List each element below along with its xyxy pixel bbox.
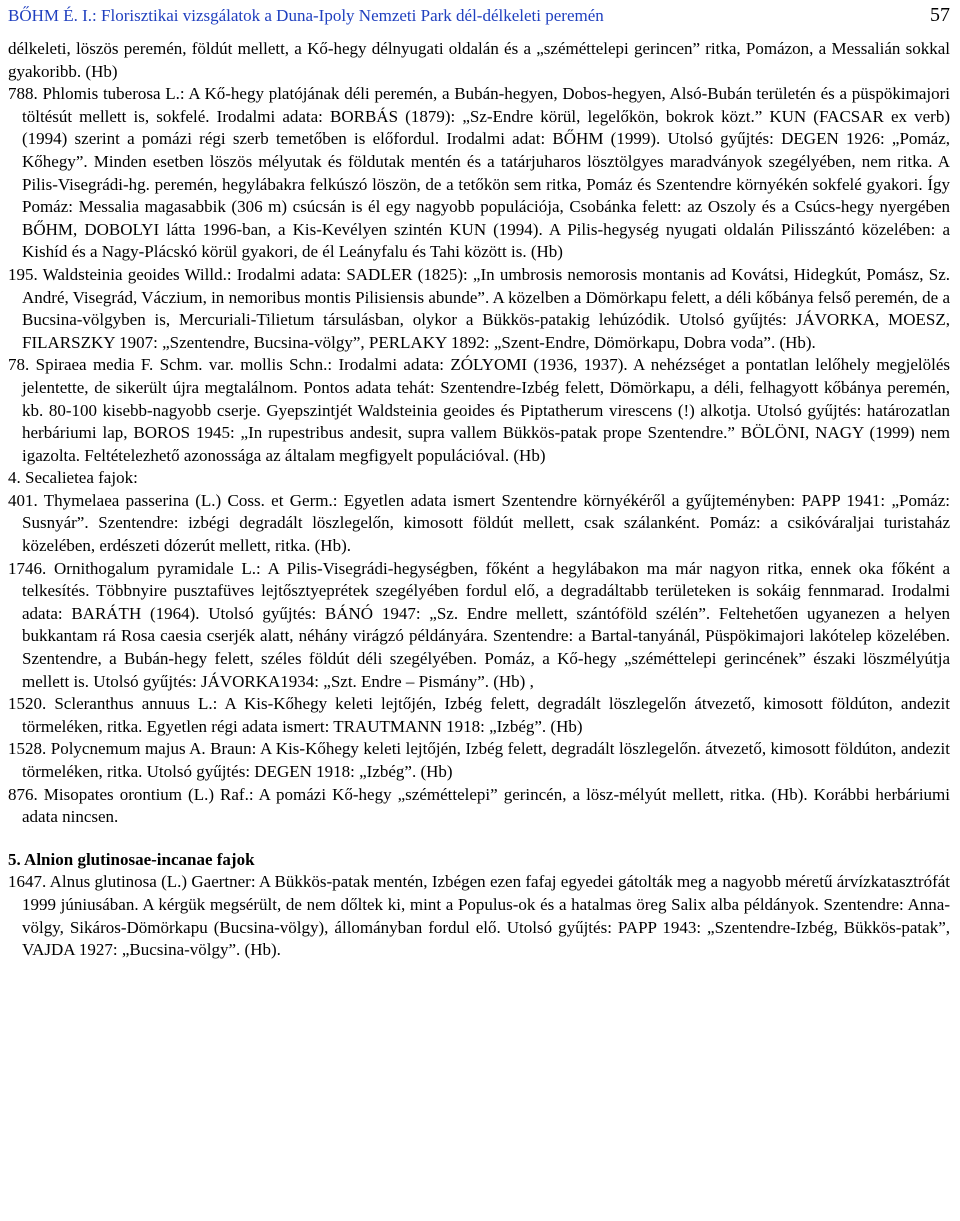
- entry-waldsteinia-geoides: 195. Waldsteinia geoides Willd.: Irodalmi adata: SADLER (1825): „In umbrosis nemorosis montanis ad Kovátsi, Hidegkút, Pomász, Sz. André, Visegrád, Váczium, in nemoribus montis Pilisiensis abunde”. A közelben a Dömörkapu felett, a déli kőbánya felső peremén, de a Bucsina-völgyben is, Mercuriali-Tilietum társulásban, olykor a Bükkös-patakig lehúzódik. Utolsó gyűjtés: JÁVORKA, MOESZ, FILARSZKY 1907: „Szentendre, Bucsina-völgy”, PERLAKY 1892: „Szent-Endre, Dömörkapu, Dobra voda”. (Hb).: [8, 264, 950, 352]
- paragraph-continuation: délkeleti, löszös peremén, földút mellett, a Kő-hegy délnyugati oldalán és a „széméttelepi gerincen” ritka, Pomázon, a Messalián sokkal gyakoribb. (Hb): [8, 39, 950, 81]
- entry-scleranthus-annuus: 1520. Scleranthus annuus L.: A Kis-Kőhegy keleti lejtőjén, Izbég felett, degradált löszlegelőn átvezető, kimosott földúton, andezit törmeléken, ritka. Egyetlen régi adata ismert: TRAUTMANN 1918: „Izbég”. (Hb): [8, 694, 950, 736]
- entry-phlomis-tuberosa: 788. Phlomis tuberosa L.: A Kő-hegy platójának déli peremén, a Bubán-hegyen, Dobos-hegyen, Alsó-Bubán területén és a püspökimajori töltésút mellett is, sokfelé. Irodalmi adata: BORBÁS (1879): „Sz-Endre körül, legelőkön, bokrok közt.” KUN (FACSAR ex verb) (1994) szerint a pomázi régi szerb temetőben is előfordul. Irodalmi adat: BŐHM (1999). Utolsó gyűjtés: DEGEN 1926: „Pomáz, Kőhegy”. Minden esetben löszös mélyutak és földutak mentén és a tatárjuharos lösztölgyes maradványok szegélyében, nem ritka. A Pilis-Visegrádi-hg. peremén, hegylábakra felkúszó löszön, de a tetőkön sem ritka, Pomáz és Szentendre környékén sokfelé gyakori. Így Pomáz: Messalia magasabbik (306 m) csúcsán is él egy nagyobb populációja, Csobánka felett: az Oszoly és a Csúcs-hegy nyergében BŐHM, DOBOLYI látta 1996-ban, a Kis-Kevélyen szintén KUN (1994). A Pilis-hegység nyugati oldalán Pilisszántó közelében: a Kishíd és a Nagy-Plácskó körül gyakori, de él Leányfalu és Tahi között is. (Hb): [8, 84, 950, 262]
- running-head-title: BŐHM É. I.: Florisztikai vizsgálatok a Duna-Ipoly Nemzeti Park dél-délkeleti peremén: [8, 6, 604, 25]
- section-heading-secalietea: 4. Secalietea fajok:: [8, 468, 138, 488]
- entry-spiraea-media: 78. Spiraea media F. Schm. var. mollis Schn.: Irodalmi adata: ZÓLYOMI (1936, 1937). A nehézséget a pontatlan lelőhely megjelölés jelentette, de sikerült újra megtalálnom. Pontos adata tehát: Szentendre-Izbég felett, Dömörkapu, a déli, felhagyott kőbánya peremén, kb. 80-100 kisebb-nagyobb cserje. Gyepszintjét Waldsteinia geoides és Piptatherum virescens (!) alkotja. Utolsó gyűjtés: határozatlan herbáriumi lap, BOROS 1945: „In rupestribus andesit, supra vallem Bükkös-patak prope Szentendre.” BÖLÖNI, NAGY (1999) nem igazolta. Feltételezhető azonossága az általam megfigyelt populációval. (Hb): [8, 355, 950, 465]
- entry-thymelaea-passerina: 401. Thymelaea passerina (L.) Coss. et Germ.: Egyetlen adata ismert Szentendre környékéről a gyűjteményben: PAPP 1941: „Pomáz: Susnyár”. Szentendre: izbégi degradált löszlegelőn, kimosott földút mellett, csak szálanként. Pomáz: a csikóváraljai turistaház közelében, erdészeti dózerút mellett, ritka. (Hb).: [8, 490, 950, 556]
- running-head: [8, 0, 950, 38]
- page-number: 57: [930, 4, 950, 26]
- entry-ornithogalum-pyramidale: 1746. Ornithogalum pyramidale L.: A Pilis-Visegrádi-hegységben, főként a hegylábakon ma már nagyon ritka, ennek oka főként a telkesítés. Többnyire pusztafüves lejtősztyeprétek szegélyében fordul elő, a degradáltabb területeken is sokáig fennmarad. Irodalmi adata: BARÁTH (1964). Utolsó gyűjtés: BÁNÓ 1947: „Sz. Endre mellett, szántóföld szélén”. Feltehetően ugyanezen a helyen bukkantam rá Rosa caesia cserjék alatt, néhány virágzó példányára. Szentendre: a Bartal-tanyánál, Püspökimajori lakótelep közelében. Szentendre, a Bubán-hegy felett, széles földút déli szegélyében. Pomáz, a Kő-hegy „széméttelepi gerincének” északi löszmélyútja mellett is. Utolsó gyűjtés: JÁVORKA1934: „Szt. Endre – Pismány”. (Hb) ,: [8, 558, 950, 691]
- entry-polycnemum-majus: 1528. Polycnemum majus A. Braun: A Kis-Kőhegy keleti lejtőjén, Izbég felett, degradált löszlegelőn. átvezető, kimosott földúton, andezit törmeléken, ritka. Utolsó gyűjtés: DEGEN 1918: „Izbég”. (Hb): [8, 739, 950, 781]
- section-heading-alnion: 5. Alnion glutinosae-incanae fajok: [8, 849, 255, 869]
- entry-misopates-orontium: 876. Misopates orontium (L.) Raf.: A pomázi Kő-hegy „széméttelepi” gerincén, a lösz-mélyút mellett, ritka. (Hb). Korábbi herbáriumi adata nincsen.: [8, 784, 950, 827]
- entry-alnus-glutinosa: 1647. Alnus glutinosa (L.) Gaertner: A Bükkös-patak mentén, Izbégen ezen fafaj egyedei gátolták meg a nagyobb méretű árvízkatasztrófát 1999 júniusában. A kérgük megsérült, de nem dőltek ki, mint a Populus-ok és a hatalmas öreg Salix alba példányok. Szentendre: Anna-völgy, Sikáros-Dömörkapu (Bucsina-völgy), állományban fordul elő. Utolsó gyűjtés: PAPP 1943: „Szentendre-Izbég, Bükkös-patak”, VAJDA 1927: „Bucsina-völgy”. (Hb).: [8, 872, 950, 960]
